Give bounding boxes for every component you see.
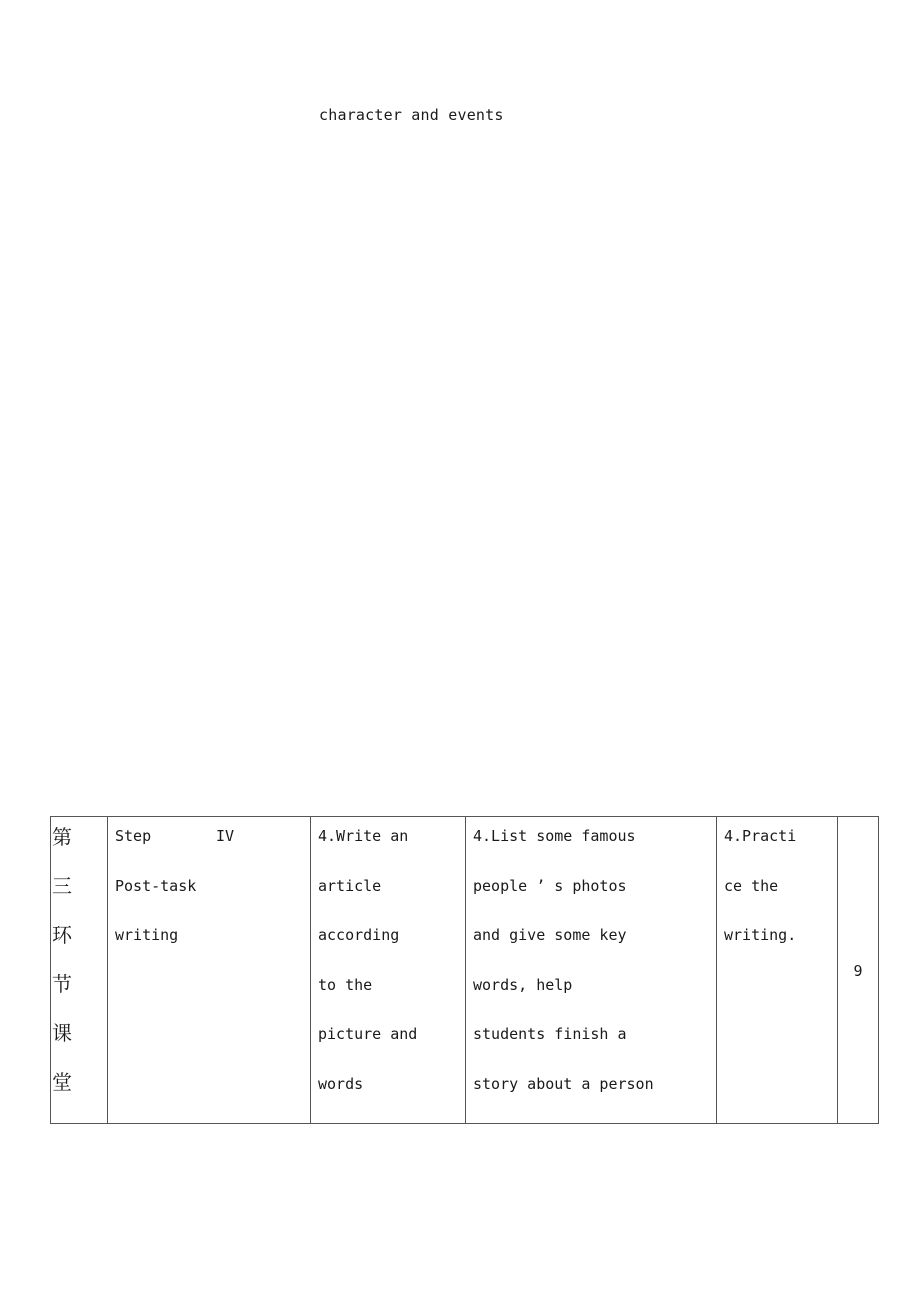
teacher-activity-line: and give some key (473, 926, 627, 944)
student-activity-line: 4.Practi (724, 827, 797, 845)
table-row (51, 817, 879, 1124)
step-cell (108, 817, 311, 1124)
step-text-line: Post-task (115, 876, 197, 895)
time-cell (838, 817, 879, 1124)
stage-char: 堂 (52, 1070, 72, 1094)
time-minutes: 9 (853, 962, 863, 980)
stage-cell (51, 817, 108, 1124)
lesson-plan-table (50, 816, 879, 1124)
teacher-activity-line: story about a person (473, 1074, 654, 1093)
student-activity-line: ce the (724, 876, 779, 895)
student-activity-cell (717, 817, 838, 1124)
teacher-task-line: words (318, 1074, 364, 1093)
teacher-activity-line: words, help (473, 975, 573, 994)
stage-char: 课 (52, 1021, 72, 1045)
teacher-task-line: 4.Write an (318, 827, 409, 845)
step-text-line: writing (115, 926, 179, 944)
teacher-activity-line: students finish a (473, 1025, 627, 1043)
step-label: Step (115, 827, 152, 845)
continued-cell-text: character and events (319, 106, 504, 124)
teacher-activity-line: people ’ s photos (473, 876, 627, 895)
teacher-task-line: according (318, 926, 400, 944)
teacher-activity-line: 4.List some famous (473, 827, 636, 845)
teacher-task-line: picture and (318, 1025, 418, 1043)
step-number: IV (215, 827, 234, 845)
stage-char: 三 (52, 874, 72, 898)
step-heading (115, 826, 310, 876)
stage-char: 第 (52, 825, 72, 849)
stage-char: 节 (52, 972, 72, 996)
student-activity-line: writing. (724, 926, 797, 944)
stage-label (51, 817, 107, 1118)
teacher-activity-cell (466, 817, 717, 1124)
teacher-task-cell (311, 817, 466, 1124)
teacher-task-line: article (318, 876, 382, 895)
teacher-task-line: to the (318, 975, 373, 994)
stage-char: 环 (52, 923, 72, 947)
